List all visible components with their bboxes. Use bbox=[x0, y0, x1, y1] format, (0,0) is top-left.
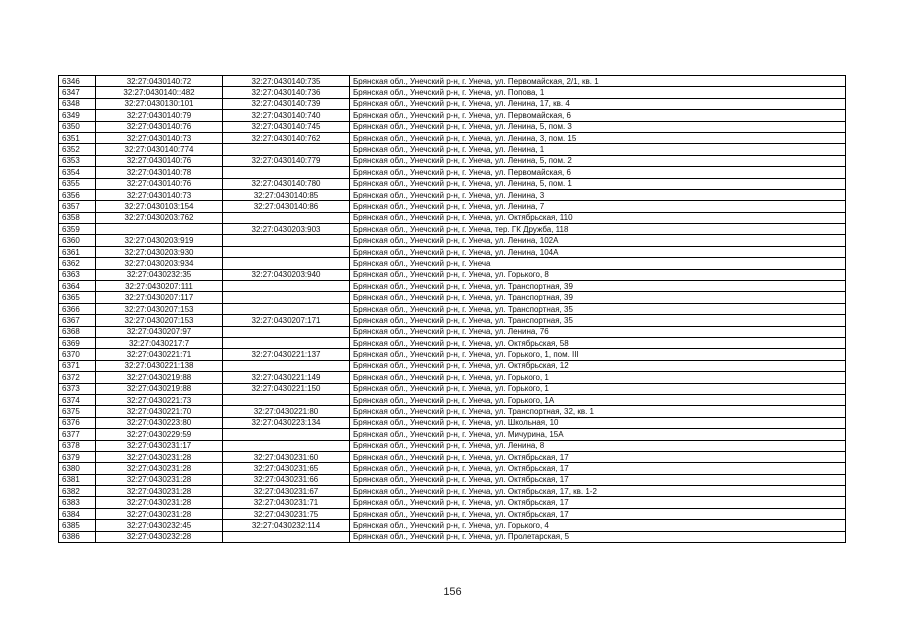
address-cell: Брянская обл., Унечский р-н, г. Унеча, ул. Первомайская, 6 bbox=[350, 167, 846, 178]
table-row bbox=[59, 406, 846, 417]
building-number-cell bbox=[223, 281, 350, 292]
cadastral-number-cell: 32:27:0430231:28 bbox=[96, 486, 223, 497]
row-number-cell: 6361 bbox=[59, 246, 96, 257]
row-number-cell: 6375 bbox=[59, 406, 96, 417]
table-row bbox=[59, 167, 846, 178]
address-cell: Брянская обл., Унечский р-н, г. Унеча, ул. Октябрьская, 17 bbox=[350, 497, 846, 508]
building-number-cell: 32:27:0430231:60 bbox=[223, 451, 350, 462]
cadastral-number-cell: 32:27:0430232:35 bbox=[96, 269, 223, 280]
building-number-cell: 32:27:0430207:171 bbox=[223, 315, 350, 326]
building-number-cell: 32:27:0430140:779 bbox=[223, 155, 350, 166]
table-row bbox=[59, 110, 846, 121]
building-number-cell bbox=[223, 429, 350, 440]
row-number-cell: 6365 bbox=[59, 292, 96, 303]
table-row bbox=[59, 474, 846, 485]
row-number-cell: 6385 bbox=[59, 520, 96, 531]
building-number-cell: 32:27:0430140:736 bbox=[223, 87, 350, 98]
building-number-cell bbox=[223, 394, 350, 405]
table-row bbox=[59, 463, 846, 474]
building-number-cell: 32:27:0430140:739 bbox=[223, 98, 350, 109]
table-row bbox=[59, 224, 846, 235]
cadastral-number-cell: 32:27:0430203:919 bbox=[96, 235, 223, 246]
row-number-cell: 6380 bbox=[59, 463, 96, 474]
building-number-cell bbox=[223, 531, 350, 542]
address-cell: Брянская обл., Унечский р-н, г. Унеча, ул. Ленина, 102А bbox=[350, 235, 846, 246]
table-row bbox=[59, 235, 846, 246]
table-row bbox=[59, 269, 846, 280]
table-row bbox=[59, 508, 846, 519]
row-number-cell: 6373 bbox=[59, 383, 96, 394]
cadastral-number-cell: 32:27:0430140:76 bbox=[96, 121, 223, 132]
address-cell: Брянская обл., Унечский р-н, г. Унеча, ул. Ленина, 7 bbox=[350, 201, 846, 212]
row-number-cell: 6354 bbox=[59, 167, 96, 178]
building-number-cell: 32:27:0430221:137 bbox=[223, 349, 350, 360]
row-number-cell: 6370 bbox=[59, 349, 96, 360]
building-number-cell bbox=[223, 360, 350, 371]
table-row bbox=[59, 429, 846, 440]
row-number-cell: 6360 bbox=[59, 235, 96, 246]
building-number-cell bbox=[223, 144, 350, 155]
table-row bbox=[59, 360, 846, 371]
cadastral-number-cell: 32:27:0430207:153 bbox=[96, 303, 223, 314]
cadastral-number-cell: 32:27:0430207:111 bbox=[96, 281, 223, 292]
cadastral-number-cell: 32:27:0430231:28 bbox=[96, 463, 223, 474]
address-cell: Брянская обл., Унечский р-н, г. Унеча, ул. Ленина, 17, кв. 4 bbox=[350, 98, 846, 109]
building-number-cell: 32:27:0430140:745 bbox=[223, 121, 350, 132]
cadastral-number-cell: 32:27:0430103:154 bbox=[96, 201, 223, 212]
cadastral-number-cell bbox=[96, 224, 223, 235]
row-number-cell: 6362 bbox=[59, 258, 96, 269]
cadastral-number-cell: 32:27:0430140:78 bbox=[96, 167, 223, 178]
cadastral-number-cell: 32:27:0430231:28 bbox=[96, 508, 223, 519]
row-number-cell: 6382 bbox=[59, 486, 96, 497]
building-number-cell bbox=[223, 440, 350, 451]
address-cell: Брянская обл., Унечский р-н, г. Унеча, ул. Октябрьская, 12 bbox=[350, 360, 846, 371]
table-row bbox=[59, 326, 846, 337]
cadastral-number-cell: 32:27:0430221:70 bbox=[96, 406, 223, 417]
table-row bbox=[59, 76, 846, 87]
building-number-cell bbox=[223, 235, 350, 246]
table-row bbox=[59, 281, 846, 292]
row-number-cell: 6368 bbox=[59, 326, 96, 337]
cadastral-number-cell: 32:27:0430140:73 bbox=[96, 189, 223, 200]
address-cell: Брянская обл., Унечский р-н, г. Унеча, ул. Октябрьская, 17, кв. 1-2 bbox=[350, 486, 846, 497]
address-cell: Брянская обл., Унечский р-н, г. Унеча, ул. Октябрьская, 58 bbox=[350, 337, 846, 348]
address-cell: Брянская обл., Унечский р-н, г. Унеча, ул. Ленина, 5, пом. 2 bbox=[350, 155, 846, 166]
table-row bbox=[59, 417, 846, 428]
row-number-cell: 6363 bbox=[59, 269, 96, 280]
table-row bbox=[59, 155, 846, 166]
row-number-cell: 6357 bbox=[59, 201, 96, 212]
building-number-cell: 32:27:0430140:735 bbox=[223, 76, 350, 87]
building-number-cell: 32:27:0430140:85 bbox=[223, 189, 350, 200]
address-cell: Брянская обл., Унечский р-н, г. Унеча, ул. Октябрьская, 17 bbox=[350, 463, 846, 474]
row-number-cell: 6376 bbox=[59, 417, 96, 428]
table-row bbox=[59, 292, 846, 303]
cadastral-number-cell: 32:27:0430140::482 bbox=[96, 87, 223, 98]
row-number-cell: 6371 bbox=[59, 360, 96, 371]
cadastral-number-cell: 32:27:0430219:88 bbox=[96, 383, 223, 394]
cadastral-number-cell: 32:27:0430221:138 bbox=[96, 360, 223, 371]
address-cell: Брянская обл., Унечский р-н, г. Унеча, ул. Горького, 1 bbox=[350, 383, 846, 394]
cadastral-number-cell: 32:27:0430207:97 bbox=[96, 326, 223, 337]
address-cell: Брянская обл., Унечский р-н, г. Унеча, ул. Октябрьская, 110 bbox=[350, 212, 846, 223]
building-number-cell: 32:27:0430231:67 bbox=[223, 486, 350, 497]
address-cell: Брянская обл., Унечский р-н, г. Унеча, ул. Ленина, 3, пом. 15 bbox=[350, 132, 846, 143]
page-number: 156 bbox=[443, 586, 462, 598]
cadastral-number-cell: 32:27:0430203:930 bbox=[96, 246, 223, 257]
table-row bbox=[59, 212, 846, 223]
cadastral-number-cell: 32:27:0430231:28 bbox=[96, 451, 223, 462]
row-number-cell: 6350 bbox=[59, 121, 96, 132]
address-cell: Брянская обл., Унечский р-н, г. Унеча, ул. Ленина, 5, пом. 3 bbox=[350, 121, 846, 132]
row-number-cell: 6356 bbox=[59, 189, 96, 200]
table-row bbox=[59, 337, 846, 348]
row-number-cell: 6364 bbox=[59, 281, 96, 292]
address-cell: Брянская обл., Унечский р-н, г. Унеча, тер. ГК Дружба, 118 bbox=[350, 224, 846, 235]
row-number-cell: 6372 bbox=[59, 372, 96, 383]
cadastral-number-cell: 32:27:0430223:80 bbox=[96, 417, 223, 428]
address-cell: Брянская обл., Унечский р-н, г. Унеча, ул. Транспортная, 35 bbox=[350, 315, 846, 326]
row-number-cell: 6378 bbox=[59, 440, 96, 451]
building-number-cell: 32:27:0430223:134 bbox=[223, 417, 350, 428]
building-number-cell: 32:27:0430140:762 bbox=[223, 132, 350, 143]
row-number-cell: 6369 bbox=[59, 337, 96, 348]
row-number-cell: 6381 bbox=[59, 474, 96, 485]
row-number-cell: 6367 bbox=[59, 315, 96, 326]
building-number-cell: 32:27:0430231:66 bbox=[223, 474, 350, 485]
table-row bbox=[59, 486, 846, 497]
address-cell: Брянская обл., Унечский р-н, г. Унеча, ул. Транспортная, 35 bbox=[350, 303, 846, 314]
row-number-cell: 6377 bbox=[59, 429, 96, 440]
address-cell: Брянская обл., Унечский р-н, г. Унеча, ул. Октябрьская, 17 bbox=[350, 451, 846, 462]
table-row bbox=[59, 98, 846, 109]
building-number-cell bbox=[223, 246, 350, 257]
address-cell: Брянская обл., Унечский р-н, г. Унеча, ул. Первомайская, 6 bbox=[350, 110, 846, 121]
table-row bbox=[59, 144, 846, 155]
building-number-cell: 32:27:0430203:940 bbox=[223, 269, 350, 280]
address-cell: Брянская обл., Унечский р-н, г. Унеча, ул. Школьная, 10 bbox=[350, 417, 846, 428]
address-cell: Брянская обл., Унечский р-н, г. Унеча, ул. Первомайская, 2/1, кв. 1 bbox=[350, 76, 846, 87]
table-row bbox=[59, 394, 846, 405]
table-row bbox=[59, 383, 846, 394]
row-number-cell: 6386 bbox=[59, 531, 96, 542]
cadastral-number-cell: 32:27:0430231:17 bbox=[96, 440, 223, 451]
row-number-cell: 6347 bbox=[59, 87, 96, 98]
table-row bbox=[59, 372, 846, 383]
records-table bbox=[58, 75, 846, 543]
table-row bbox=[59, 189, 846, 200]
address-cell: Брянская обл., Унечский р-н, г. Унеча, ул. Ленина, 8 bbox=[350, 440, 846, 451]
row-number-cell: 6353 bbox=[59, 155, 96, 166]
address-cell: Брянская обл., Унечский р-н, г. Унеча, ул. Горького, 4 bbox=[350, 520, 846, 531]
building-number-cell: 32:27:0430231:65 bbox=[223, 463, 350, 474]
cadastral-number-cell: 32:27:0430207:153 bbox=[96, 315, 223, 326]
address-cell: Брянская обл., Унечский р-н, г. Унеча, ул. Транспортная, 39 bbox=[350, 281, 846, 292]
building-number-cell: 32:27:0430232:114 bbox=[223, 520, 350, 531]
building-number-cell bbox=[223, 258, 350, 269]
cadastral-number-cell: 32:27:0430140:76 bbox=[96, 178, 223, 189]
building-number-cell bbox=[223, 212, 350, 223]
cadastral-number-cell: 32:27:0430221:71 bbox=[96, 349, 223, 360]
building-number-cell bbox=[223, 326, 350, 337]
cadastral-number-cell: 32:27:0430221:73 bbox=[96, 394, 223, 405]
address-cell: Брянская обл., Унечский р-н, г. Унеча, ул. Мичурина, 15А bbox=[350, 429, 846, 440]
cadastral-number-cell: 32:27:0430140:79 bbox=[96, 110, 223, 121]
cadastral-number-cell: 32:27:0430219:88 bbox=[96, 372, 223, 383]
row-number-cell: 6355 bbox=[59, 178, 96, 189]
cadastral-number-cell: 32:27:0430140:73 bbox=[96, 132, 223, 143]
cadastral-number-cell: 32:27:0430140:72 bbox=[96, 76, 223, 87]
table-row bbox=[59, 132, 846, 143]
address-cell: Брянская обл., Унечский р-н, г. Унеча, ул. Горького, 1 bbox=[350, 372, 846, 383]
row-number-cell: 6352 bbox=[59, 144, 96, 155]
cadastral-number-cell: 32:27:0430232:28 bbox=[96, 531, 223, 542]
address-cell: Брянская обл., Унечский р-н, г. Унеча, ул. Ленина, 5, пом. 1 bbox=[350, 178, 846, 189]
address-cell: Брянская обл., Унечский р-н, г. Унеча, ул. Ленина, 104А bbox=[350, 246, 846, 257]
row-number-cell: 6346 bbox=[59, 76, 96, 87]
building-number-cell bbox=[223, 167, 350, 178]
address-cell: Брянская обл., Унечский р-н, г. Унеча, ул. Ленина, 3 bbox=[350, 189, 846, 200]
cadastral-number-cell: 32:27:0430217:7 bbox=[96, 337, 223, 348]
building-number-cell: 32:27:0430221:149 bbox=[223, 372, 350, 383]
table-row bbox=[59, 258, 846, 269]
table-row bbox=[59, 303, 846, 314]
table-row bbox=[59, 531, 846, 542]
row-number-cell: 6351 bbox=[59, 132, 96, 143]
table-row bbox=[59, 349, 846, 360]
building-number-cell: 32:27:0430221:80 bbox=[223, 406, 350, 417]
cadastral-number-cell: 32:27:0430140:774 bbox=[96, 144, 223, 155]
address-cell: Брянская обл., Унечский р-н, г. Унеча, ул. Горького, 1, пом. III bbox=[350, 349, 846, 360]
building-number-cell: 32:27:0430231:75 bbox=[223, 508, 350, 519]
address-cell: Брянская обл., Унечский р-н, г. Унеча, ул. Попова, 1 bbox=[350, 87, 846, 98]
row-number-cell: 6384 bbox=[59, 508, 96, 519]
building-number-cell: 32:27:0430231:71 bbox=[223, 497, 350, 508]
cadastral-number-cell: 32:27:0430130:101 bbox=[96, 98, 223, 109]
address-cell: Брянская обл., Унечский р-н, г. Унеча, ул. Ленина, 76 bbox=[350, 326, 846, 337]
table-row bbox=[59, 246, 846, 257]
cadastral-number-cell: 32:27:0430232:45 bbox=[96, 520, 223, 531]
building-number-cell: 32:27:0430140:86 bbox=[223, 201, 350, 212]
address-cell: Брянская обл., Унечский р-н, г. Унеча, ул. Ленина, 1 bbox=[350, 144, 846, 155]
address-cell: Брянская обл., Унечский р-н, г. Унеча, ул. Транспортная, 39 bbox=[350, 292, 846, 303]
cadastral-number-cell: 32:27:0430231:28 bbox=[96, 474, 223, 485]
cadastral-number-cell: 32:27:0430229:59 bbox=[96, 429, 223, 440]
address-cell: Брянская обл., Унечский р-н, г. Унеча, ул. Горького, 1А bbox=[350, 394, 846, 405]
cadastral-number-cell: 32:27:0430203:762 bbox=[96, 212, 223, 223]
table-row bbox=[59, 201, 846, 212]
row-number-cell: 6383 bbox=[59, 497, 96, 508]
row-number-cell: 6374 bbox=[59, 394, 96, 405]
table-row bbox=[59, 520, 846, 531]
building-number-cell bbox=[223, 292, 350, 303]
building-number-cell: 32:27:0430140:780 bbox=[223, 178, 350, 189]
address-cell: Брянская обл., Унечский р-н, г. Унеча bbox=[350, 258, 846, 269]
table-row bbox=[59, 497, 846, 508]
records-table-body bbox=[59, 76, 846, 543]
address-cell: Брянская обл., Унечский р-н, г. Унеча, ул. Пролетарская, 5 bbox=[350, 531, 846, 542]
cadastral-number-cell: 32:27:0430140:76 bbox=[96, 155, 223, 166]
table-row bbox=[59, 440, 846, 451]
address-cell: Брянская обл., Унечский р-н, г. Унеча, ул. Октябрьская, 17 bbox=[350, 474, 846, 485]
row-number-cell: 6359 bbox=[59, 224, 96, 235]
row-number-cell: 6358 bbox=[59, 212, 96, 223]
table-row bbox=[59, 87, 846, 98]
building-number-cell: 32:27:0430221:150 bbox=[223, 383, 350, 394]
cadastral-number-cell: 32:27:0430203:934 bbox=[96, 258, 223, 269]
row-number-cell: 6349 bbox=[59, 110, 96, 121]
table-row bbox=[59, 315, 846, 326]
building-number-cell bbox=[223, 337, 350, 348]
building-number-cell bbox=[223, 303, 350, 314]
row-number-cell: 6366 bbox=[59, 303, 96, 314]
row-number-cell: 6348 bbox=[59, 98, 96, 109]
address-cell: Брянская обл., Унечский р-н, г. Унеча, ул. Октябрьская, 17 bbox=[350, 508, 846, 519]
address-cell: Брянская обл., Унечский р-н, г. Унеча, ул. Транспортная, 32, кв. 1 bbox=[350, 406, 846, 417]
building-number-cell: 32:27:0430140:740 bbox=[223, 110, 350, 121]
address-cell: Брянская обл., Унечский р-н, г. Унеча, ул. Горького, 8 bbox=[350, 269, 846, 280]
cadastral-number-cell: 32:27:0430231:28 bbox=[96, 497, 223, 508]
table-row bbox=[59, 178, 846, 189]
cadastral-number-cell: 32:27:0430207:117 bbox=[96, 292, 223, 303]
building-number-cell: 32:27:0430203:903 bbox=[223, 224, 350, 235]
row-number-cell: 6379 bbox=[59, 451, 96, 462]
table-row bbox=[59, 121, 846, 132]
table-row bbox=[59, 451, 846, 462]
